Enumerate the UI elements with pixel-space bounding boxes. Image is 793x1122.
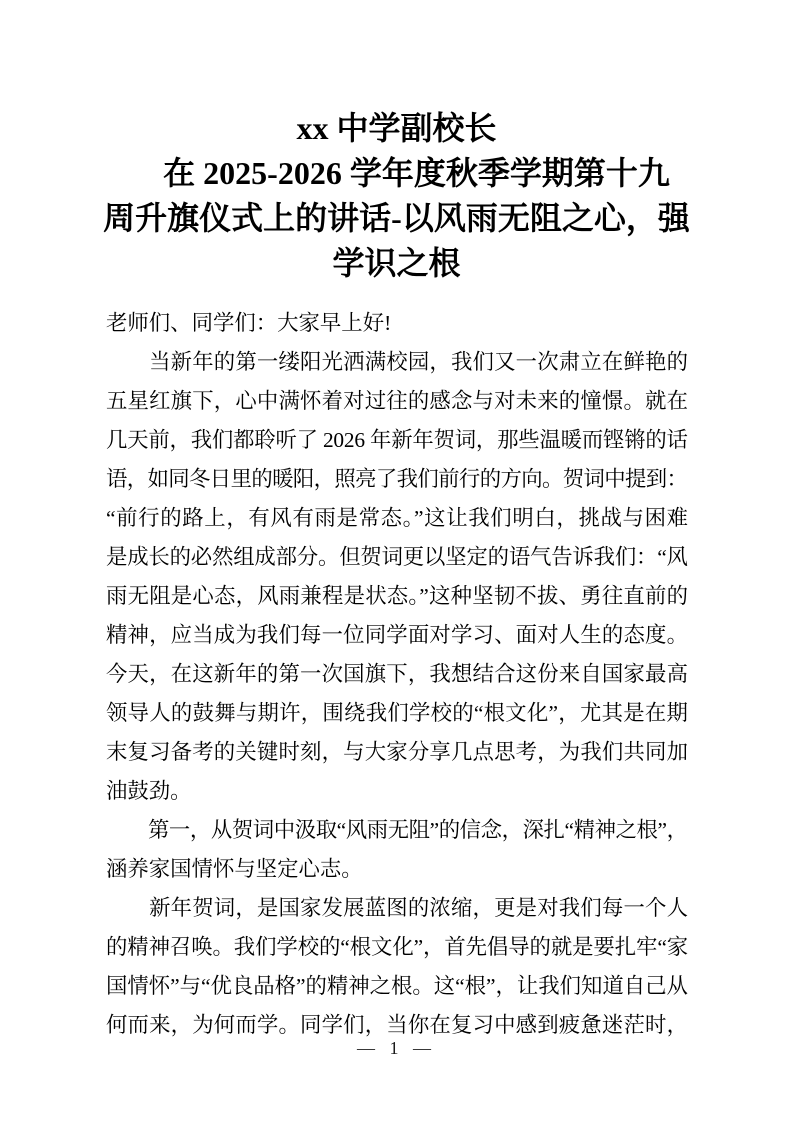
body-line: 新年贺词，是国家发展蓝图的浓缩，更是对我们每一个人 bbox=[106, 896, 689, 920]
body-line: 油鼓劲。 bbox=[106, 779, 192, 803]
title-line: 在 2025-2026 学年度秋季学期第十九 bbox=[163, 155, 670, 191]
body-line: 末复习备考的关键时刻，与大家分享几点思考，为我们共同加 bbox=[106, 740, 689, 764]
body-line: 涵养家国情怀与坚定心志。 bbox=[106, 857, 363, 881]
body-line: 国情怀”与“优良品格”的精神之根。这“根”，让我们知道自己从 bbox=[106, 974, 688, 998]
body-line: 语，如同冬日里的暖阳，照亮了我们前行的方向。贺词中提到： bbox=[106, 467, 688, 491]
body-line: 精神，应当成为我们每一位同学面对学习、面对人生的态度。 bbox=[106, 623, 689, 647]
body-line: 何而来，为何而学。同学们，当你在复习中感到疲惫迷茫时， bbox=[106, 1013, 689, 1037]
body-line: 老师们、同学们：大家早上好! bbox=[106, 311, 392, 335]
body-line: 的精神召唤。我们学校的“根文化”，首先倡导的就是要扎牢“家 bbox=[106, 935, 689, 959]
body-line: 几天前，我们都聆听了 2026 年新年贺词，那些温暖而铿锵的话 bbox=[106, 428, 688, 452]
document-title bbox=[100, 106, 693, 286]
body-line: 五星红旗下，心中满怀着对过往的感念与对未来的憧憬。就在 bbox=[106, 389, 689, 413]
body-line: 雨无阻是心态，风雨兼程是状态。”这种坚韧不拔、勇往直前的 bbox=[106, 584, 689, 608]
body-line: 当新年的第一缕阳光洒满校园，我们又一次肃立在鲜艳的 bbox=[106, 350, 689, 374]
body-line: “前行的路上，有风有雨是常态。”这让我们明白，挑战与困难 bbox=[106, 506, 689, 530]
title-line: 周升旗仪式上的讲话-以风雨无阻之心，强 bbox=[103, 200, 690, 236]
body-line: 是成长的必然组成部分。但贺词更以坚定的语气告诉我们：“风 bbox=[106, 545, 688, 569]
document-body bbox=[106, 304, 688, 1045]
body-line: 第一，从贺词中汲取“风雨无阻”的信念，深扎“精神之根”， bbox=[106, 818, 688, 842]
title-line: 学识之根 bbox=[332, 245, 461, 281]
body-line: 领导人的鼓舞与期许，围绕我们学校的“根文化”，尤其是在期 bbox=[106, 701, 689, 725]
body-line: 今天，在这新年的第一次国旗下，我想结合这份来自国家最高 bbox=[106, 662, 689, 686]
page-number: — 1 — bbox=[357, 1038, 436, 1058]
title-line: xx 中学副校长 bbox=[296, 110, 497, 146]
